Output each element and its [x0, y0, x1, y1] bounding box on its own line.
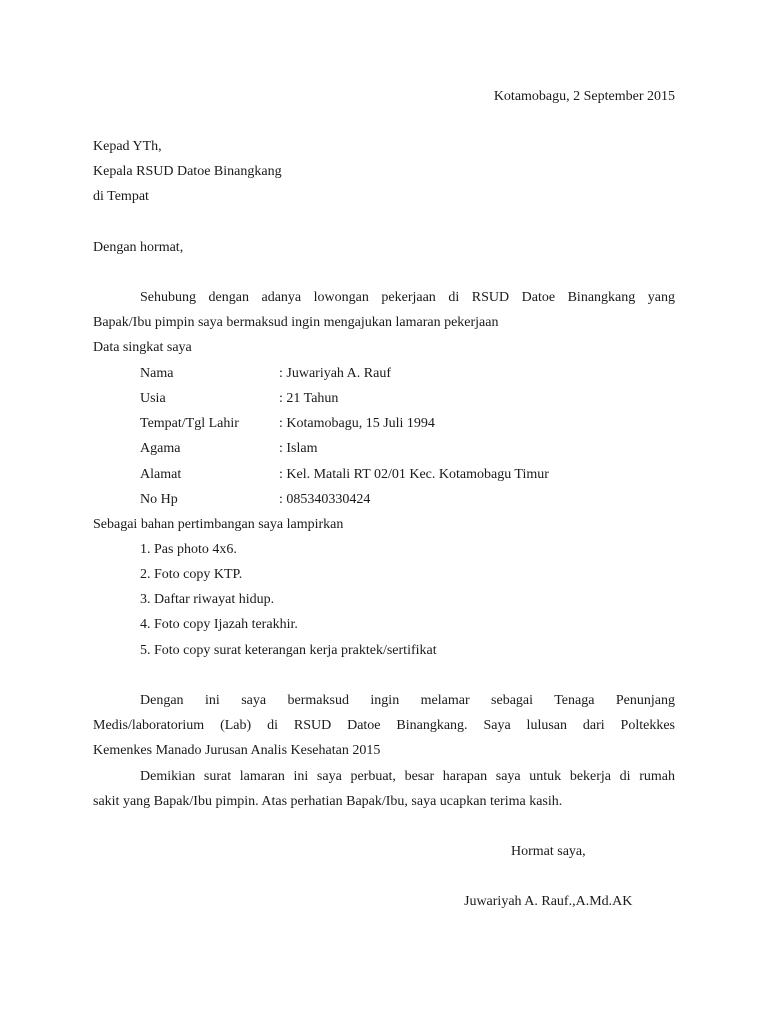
data-heading: Data singkat saya [93, 340, 192, 355]
data-value-tempat-tgl-lahir: : Kotamobagu, 15 Juli 1994 [279, 416, 435, 431]
intro-line-1: Sehubung dengan adanya lowongan pekerjaan di RSUD Datoe Binangkang yang [140, 290, 675, 305]
body-line-1: Dengan ini saya bermaksud ingin melamar sebagai Tenaga Penunjang [140, 693, 675, 708]
signature-name: Juwariyah A. Rauf.,A.Md.AK [464, 894, 633, 909]
date-line: Kotamobagu, 2 September 2015 [493, 89, 675, 104]
data-label-tempat-tgl-lahir: Tempat/Tgl Lahir [140, 416, 239, 431]
recipient-line-1: Kepad YTh, [93, 139, 162, 154]
recipient-line-3: di Tempat [93, 189, 149, 204]
enclosure-item: 5. Foto copy surat keterangan kerja praktek/sertifikat [140, 643, 437, 658]
body-line-3: Kemenkes Manado Jurusan Analis Kesehatan 2015 [93, 743, 381, 758]
enclosure-heading: Sebagai bahan pertimbangan saya lampirkan [93, 517, 344, 532]
enclosure-item: 4. Foto copy Ijazah terakhir. [140, 617, 298, 632]
complimentary-close: Hormat saya, [511, 844, 586, 859]
enclosure-item: 3. Daftar riwayat hidup. [140, 592, 275, 607]
data-value-usia: : 21 Tahun [279, 391, 339, 406]
data-value-agama: : Islam [279, 441, 318, 456]
recipient-line-2: Kepala RSUD Datoe Binangkang [93, 164, 282, 179]
intro-line-2: Bapak/Ibu pimpin saya bermaksud ingin mengajukan lamaran pekerjaan [93, 315, 499, 330]
data-value-alamat: : Kel. Matali RT 02/01 Kec. Kotamobagu Timur [279, 467, 549, 482]
enclosure-item: 1. Pas photo 4x6. [140, 542, 237, 557]
body-line-2: Medis/laboratorium (Lab) di RSUD Datoe Binangkang. Saya lulusan dari Poltekkes [93, 718, 675, 733]
closing-line-2: sakit yang Bapak/Ibu pimpin. Atas perhatian Bapak/Ibu, saya ucapkan terima kasih. [93, 794, 563, 809]
data-label-agama: Agama [140, 441, 181, 456]
data-value-nama: : Juwariyah A. Rauf [279, 366, 391, 381]
enclosure-item: 2. Foto copy KTP. [140, 567, 243, 582]
data-label-nama: Nama [140, 366, 174, 381]
closing-line-1: Demikian surat lamaran ini saya perbuat, besar harapan saya untuk bekerja di rumah [140, 769, 675, 784]
data-label-no-hp: No Hp [140, 492, 178, 507]
data-label-usia: Usia [140, 391, 166, 406]
data-value-no-hp: : 085340330424 [279, 492, 371, 507]
salutation: Dengan hormat, [93, 240, 184, 255]
data-label-alamat: Alamat [140, 467, 182, 482]
